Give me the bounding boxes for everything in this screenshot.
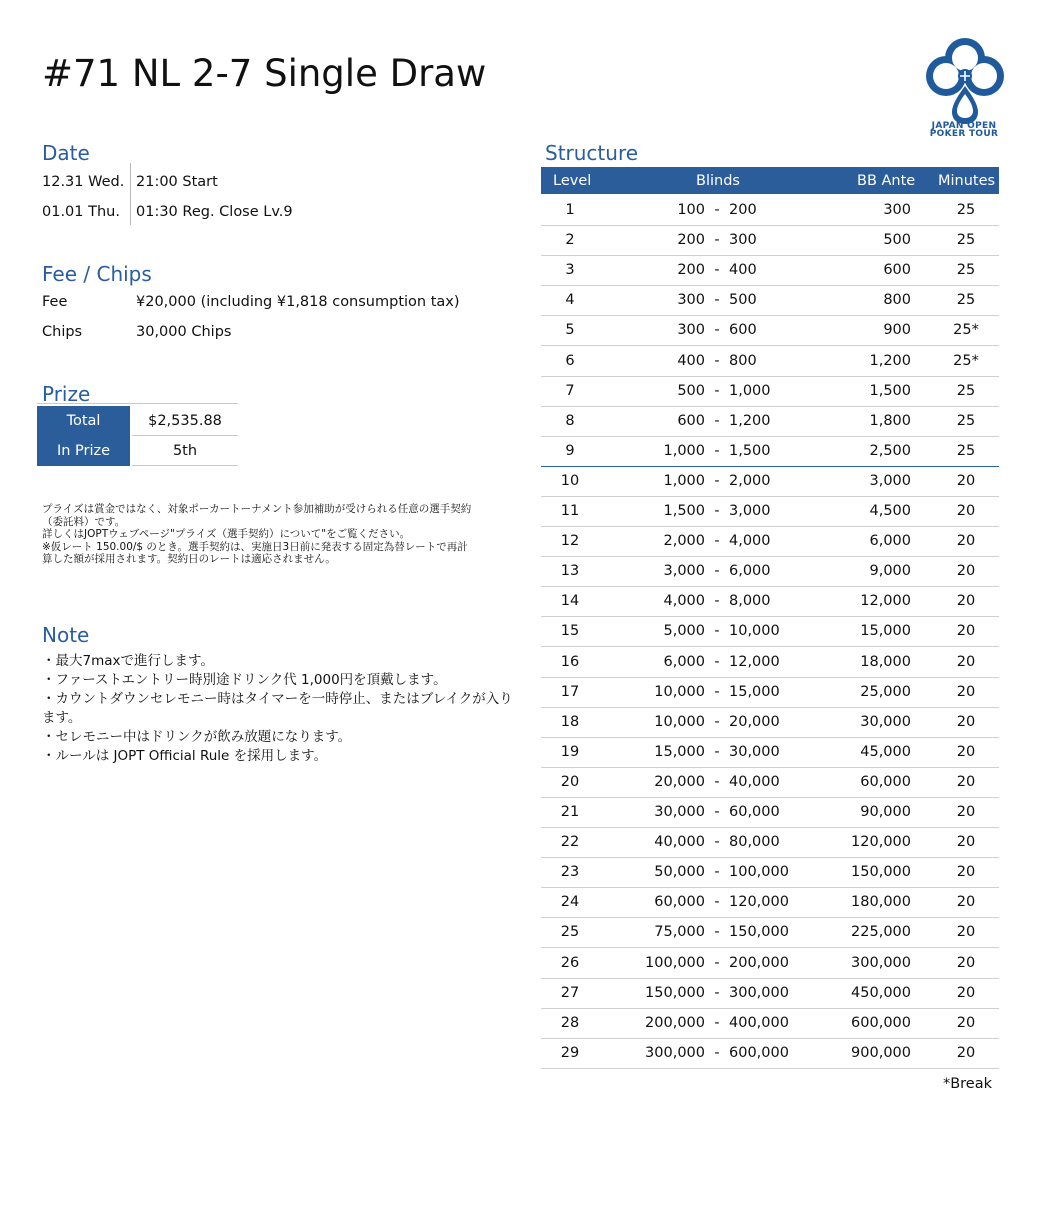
prize-total-label: Total [37,406,130,436]
bb-ante-cell: 120,000 [851,834,911,851]
level-cell: 13 [560,563,580,580]
level-cell: 16 [560,653,580,670]
minutes-cell: 20 [956,954,976,971]
minutes-cell: 25 [956,382,976,399]
minutes-cell: 25 [956,232,976,249]
dash-separator: - [714,533,720,550]
level-cell: 22 [560,834,580,851]
table-row [541,285,999,316]
small-blind-cell: 200,000 [645,1014,705,1031]
col-blinds: Blinds [696,173,740,189]
fee-label: Fee [42,294,68,310]
level-cell: 25 [560,924,580,941]
minutes-cell: 25* [953,322,979,339]
small-blind-cell: 150,000 [645,984,705,1001]
table-row [541,466,999,497]
small-blind-cell: 20,000 [654,773,705,790]
bb-ante-cell: 900,000 [851,1044,911,1061]
big-blind-cell: 800 [729,352,757,369]
dash-separator: - [714,743,720,760]
prize-heading: Prize [42,382,91,406]
table-row [541,436,999,467]
divider [130,163,131,225]
col-level: Level [553,173,592,189]
note-line: ます。 [42,710,82,726]
chips-label: Chips [42,324,83,340]
small-blind-cell: 600 [677,412,705,429]
small-blind-cell: 1,000 [663,442,705,459]
dash-separator: - [714,653,720,670]
level-cell: 24 [560,894,580,911]
big-blind-cell: 15,000 [729,683,780,700]
minutes-cell: 20 [956,1044,976,1061]
small-blind-cell: 300 [677,292,705,309]
chips-value: 30,000 Chips [136,324,232,340]
small-blind-cell: 400 [677,352,705,369]
big-blind-cell: 80,000 [729,834,780,851]
dash-separator: - [714,623,720,640]
break-note: *Break [942,1076,992,1092]
bb-ante-cell: 60,000 [860,773,911,790]
big-blind-cell: 120,000 [729,894,789,911]
level-cell: 26 [560,954,580,971]
dash-separator: - [714,773,720,790]
table-row [541,767,999,798]
dash-separator: - [714,1014,720,1031]
level-cell: 27 [560,984,580,1001]
minutes-cell: 20 [956,533,976,550]
table-row [541,496,999,527]
minutes-cell: 20 [956,593,976,610]
note-line: ・ファーストエントリー時別途ドリンク代 1,000円を頂戴します。 [42,672,447,688]
small-blind-cell: 60,000 [654,894,705,911]
bb-ante-cell: 1,200 [869,352,911,369]
minutes-cell: 25 [956,292,976,309]
big-blind-cell: 8,000 [729,593,771,610]
bb-ante-cell: 45,000 [860,743,911,760]
small-blind-cell: 1,500 [663,503,705,519]
structure-table-header [541,167,999,194]
table-row [541,647,999,678]
bb-ante-cell: 15,000 [860,623,911,640]
dash-separator: - [714,984,720,1001]
level-cell: 19 [560,743,580,760]
prize-inprize-value: 5th [172,443,198,459]
small-blind-cell: 50,000 [654,864,705,881]
level-cell: 9 [565,442,575,459]
big-blind-cell: 300,000 [729,984,789,1001]
level-cell: 28 [560,1014,580,1031]
level-cell: 15 [560,623,580,640]
dash-separator: - [714,1044,720,1061]
small-blind-cell: 40,000 [654,834,705,851]
big-blind-cell: 1,200 [729,412,771,429]
small-blind-cell: 6,000 [663,653,705,670]
big-blind-cell: 400 [729,262,757,279]
table-row [541,376,999,407]
small-blind-cell: 3,000 [663,563,705,580]
big-blind-cell: 12,000 [729,653,780,670]
table-row [541,556,999,587]
level-cell: 5 [565,322,575,339]
table-row [541,346,999,377]
bb-ante-cell: 180,000 [851,894,911,911]
level-cell: 29 [560,1044,580,1061]
table-row [541,948,999,979]
dash-separator: - [714,593,720,610]
table-row [541,315,999,346]
big-blind-cell: 20,000 [729,713,780,730]
level-cell: 23 [560,864,580,881]
prize-inprize-label: In Prize [37,436,130,466]
bb-ante-cell: 150,000 [851,864,911,881]
big-blind-cell: 400,000 [729,1014,789,1031]
big-blind-cell: 2,000 [729,472,771,489]
small-blind-cell: 75,000 [654,924,705,941]
dash-separator: - [714,472,720,489]
bb-ante-cell: 450,000 [851,984,911,1001]
minutes-cell: 20 [956,563,976,580]
small-blind-cell: 100 [677,202,705,218]
bb-ante-cell: 600 [883,262,911,279]
minutes-cell: 20 [956,834,976,851]
level-cell: 10 [560,472,580,489]
small-blind-cell: 1,000 [663,472,705,489]
table-row [541,707,999,738]
big-blind-cell: 200 [729,202,757,218]
divider [132,465,238,466]
note-line: ・カウントダウンセレモニー時はタイマーを一時停止、またはブレイクが入り [42,691,513,707]
minutes-cell: 20 [956,864,976,881]
small-blind-cell: 200 [677,232,705,249]
minutes-cell: 25* [953,352,979,369]
minutes-cell: 25 [956,442,976,459]
bb-ante-cell: 300,000 [851,954,911,971]
dash-separator: - [714,804,720,820]
minutes-cell: 25 [956,202,976,218]
bb-ante-cell: 9,000 [869,563,911,580]
small-blind-cell: 30,000 [654,804,705,820]
dash-separator: - [714,232,720,249]
small-blind-cell: 300,000 [645,1044,705,1061]
small-blind-cell: 500 [677,382,705,399]
page-title: #71 NL 2-7 Single Draw [42,52,487,95]
bb-ante-cell: 3,000 [869,472,911,489]
note-heading: Note [42,623,90,647]
note-line: ・最大7maxで進行します。 [42,653,214,669]
table-row [541,857,999,888]
table-row [541,917,999,948]
big-blind-cell: 600 [729,322,757,339]
big-blind-cell: 60,000 [729,804,780,820]
dash-separator: - [714,924,720,941]
bb-ante-cell: 900 [883,322,911,339]
dash-separator: - [714,322,720,339]
dash-separator: - [714,352,720,369]
minutes-cell: 20 [956,804,976,820]
minutes-cell: 20 [956,924,976,941]
small-blind-cell: 4,000 [663,593,705,610]
minutes-cell: 20 [956,653,976,670]
bb-ante-cell: 300 [883,202,911,218]
date-text-1: 21:00 Start [136,174,218,190]
dash-separator: - [714,262,720,279]
dash-separator: - [714,894,720,911]
table-row [541,586,999,617]
level-cell: 2 [565,232,575,249]
bb-ante-cell: 12,000 [860,593,911,610]
table-row [541,616,999,647]
col-minutes: Minutes [938,173,996,189]
big-blind-cell: 500 [729,292,757,309]
dash-separator: - [714,382,720,399]
bb-ante-cell: 2,500 [869,442,911,459]
note-line: ・ルールは JOPT Official Rule を採用します。 [42,748,328,764]
prize-disclaimer: プライズは賞金ではなく、対象ポーカートーナメント参加補助が受けられる任意の選手契約 （委託料）です。 詳しくはJOPTウェブページ"プライズ（選手契約）について"をご覧ください。 ※仮レート 150.00/$ のとき。選手契約は、実施日3日前に発表する固定為替レートで再計 算した額が採用されます。契約日のレートは適応されません。 [42,503,472,565]
logo-text: JAPAN OPEN POKER TOUR [929,121,999,139]
small-blind-cell: 5,000 [663,623,705,640]
bb-ante-cell: 800 [883,292,911,309]
minutes-cell: 20 [956,894,976,911]
big-blind-cell: 200,000 [729,954,789,971]
bb-ante-cell: 30,000 [860,713,911,730]
level-cell: 21 [560,804,580,820]
date-text-2: 01:30 Reg. Close Lv.9 [136,204,293,220]
col-bb-ante: BB Ante [857,173,916,189]
small-blind-cell: 200 [677,262,705,279]
bb-ante-cell: 90,000 [860,804,911,820]
bb-ante-cell: 1,800 [869,412,911,429]
level-cell: 20 [560,773,580,790]
minutes-cell: 25 [956,412,976,429]
level-cell: 8 [565,412,575,429]
small-blind-cell: 15,000 [654,743,705,760]
table-row [541,526,999,557]
dash-separator: - [714,683,720,700]
big-blind-cell: 4,000 [729,533,771,550]
table-row [541,737,999,768]
dash-separator: - [714,563,720,580]
dash-separator: - [714,442,720,459]
small-blind-cell: 10,000 [654,683,705,700]
minutes-cell: 20 [956,984,976,1001]
bb-ante-cell: 18,000 [860,653,911,670]
level-cell: 17 [560,683,580,700]
minutes-cell: 20 [956,713,976,730]
dash-separator: - [714,834,720,851]
fee-value: ¥20,000 (including ¥1,818 consumption tax) [136,294,460,310]
date-day-1: 12.31 Wed. [42,174,125,190]
minutes-cell: 20 [956,773,976,790]
table-row [541,978,999,1009]
big-blind-cell: 3,000 [729,503,771,519]
dash-separator: - [714,864,720,881]
dash-separator: - [714,202,720,218]
big-blind-cell: 1,000 [729,382,771,399]
date-heading: Date [42,141,90,165]
structure-heading: Structure [545,141,639,165]
minutes-cell: 20 [956,472,976,489]
big-blind-cell: 300 [729,232,757,249]
big-blind-cell: 600,000 [729,1044,789,1061]
level-cell: 18 [560,713,580,730]
level-cell: 6 [565,352,575,369]
big-blind-cell: 30,000 [729,743,780,760]
small-blind-cell: 300 [677,322,705,339]
table-row [541,406,999,437]
note-list [42,652,532,766]
divider [37,403,238,404]
table-row [541,677,999,708]
level-cell: 12 [560,533,580,550]
table-row [541,797,999,828]
bb-ante-cell: 500 [883,232,911,249]
small-blind-cell: 2,000 [663,533,705,550]
table-row [541,255,999,286]
minutes-cell: 25 [956,262,976,279]
minutes-cell: 20 [956,1014,976,1031]
fee-heading: Fee / Chips [42,262,152,286]
table-row [541,225,999,256]
big-blind-cell: 100,000 [729,864,789,881]
level-cell: 14 [560,593,580,610]
table-row [541,1038,999,1069]
date-day-2: 01.01 Thu. [42,204,120,220]
bb-ante-cell: 4,500 [869,503,911,519]
minutes-cell: 20 [956,743,976,760]
minutes-cell: 20 [956,623,976,640]
table-row [541,827,999,858]
big-blind-cell: 150,000 [729,924,789,941]
note-line: ・セレモニー中はドリンクが飲み放題になります。 [42,729,352,745]
minutes-cell: 20 [956,503,976,519]
level-cell: 3 [565,262,575,279]
dash-separator: - [714,292,720,309]
small-blind-cell: 10,000 [654,713,705,730]
big-blind-cell: 6,000 [729,563,771,580]
table-row [541,887,999,918]
small-blind-cell: 100,000 [645,954,705,971]
level-cell: 11 [560,503,580,519]
big-blind-cell: 40,000 [729,773,780,790]
minutes-cell: 20 [956,683,976,700]
bb-ante-cell: 6,000 [869,533,911,550]
dash-separator: - [714,412,720,429]
big-blind-cell: 1,500 [729,442,771,459]
level-cell: 4 [565,292,575,309]
table-row [541,195,999,226]
level-cell: 1 [565,202,575,218]
dash-separator: - [714,503,720,519]
bb-ante-cell: 1,500 [869,382,911,399]
bb-ante-cell: 600,000 [851,1014,911,1031]
bb-ante-cell: 25,000 [860,683,911,700]
prize-total-value: $2,535.88 [148,413,222,429]
bb-ante-cell: 225,000 [851,924,911,941]
big-blind-cell: 10,000 [729,623,780,640]
table-row [541,1008,999,1039]
dash-separator: - [714,954,720,971]
level-cell: 7 [565,382,575,399]
dash-separator: - [714,713,720,730]
